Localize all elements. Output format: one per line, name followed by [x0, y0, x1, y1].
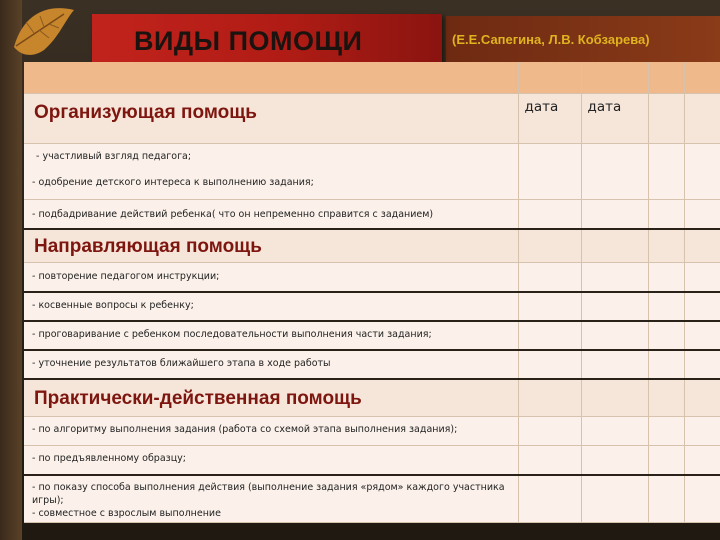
left-decor-stripe	[0, 0, 22, 540]
table-row	[24, 446, 720, 475]
table-row	[24, 200, 720, 229]
list-item: - совместное с взрослым выполнение	[32, 507, 221, 519]
autumn-leaf-icon	[4, 2, 84, 62]
list-item: - повторение педагогом инструкции;	[32, 271, 220, 282]
list-item: - по предъявленному образцу;	[32, 453, 186, 464]
table-row	[24, 144, 720, 200]
section-title: Направляющая помощь	[34, 235, 262, 257]
authors-label: (Е.Е.Сапегина, Л.В. Кобзарева)	[452, 32, 650, 47]
list-item: - по показу способа выполнения действия (выполнение задания «рядом» каждого участника игры);	[32, 481, 505, 506]
table-row	[24, 475, 720, 523]
section-row-directing	[24, 229, 720, 263]
date-header: дата	[587, 99, 622, 115]
table-row	[24, 417, 720, 446]
page-title: ВИДЫ ПОМОЩИ	[134, 26, 363, 56]
table-row	[24, 321, 720, 350]
date-header: дата	[524, 99, 559, 115]
section-title: Практически-действенная помощь	[34, 387, 362, 409]
table-row	[24, 350, 720, 379]
list-item: - участливый взгляд педагога;	[36, 151, 192, 162]
section-row-organizing	[24, 94, 720, 144]
list-item: - уточнение результатов ближайшего этапа в ходе работы	[32, 357, 331, 369]
list-item: - по алгоритму выполнения задания (работа со схемой этапа выполнения задания);	[32, 424, 458, 435]
list-item: - одобрение детского интереса к выполнению задания;	[32, 177, 314, 188]
section-title: Организующая помощь	[34, 102, 257, 123]
section-row-practical	[24, 379, 720, 417]
table-row	[24, 292, 720, 321]
list-item: - подбадривание действий ребенка( что он непременно справится с заданием)	[32, 209, 434, 220]
list-item: - косвенные вопросы к ребенку;	[32, 299, 194, 311]
help-types-table	[24, 62, 720, 523]
table-row	[24, 263, 720, 292]
table-header-row	[24, 62, 720, 94]
list-item: - проговаривание с ребенком последовательности выполнения части задания;	[32, 328, 432, 340]
